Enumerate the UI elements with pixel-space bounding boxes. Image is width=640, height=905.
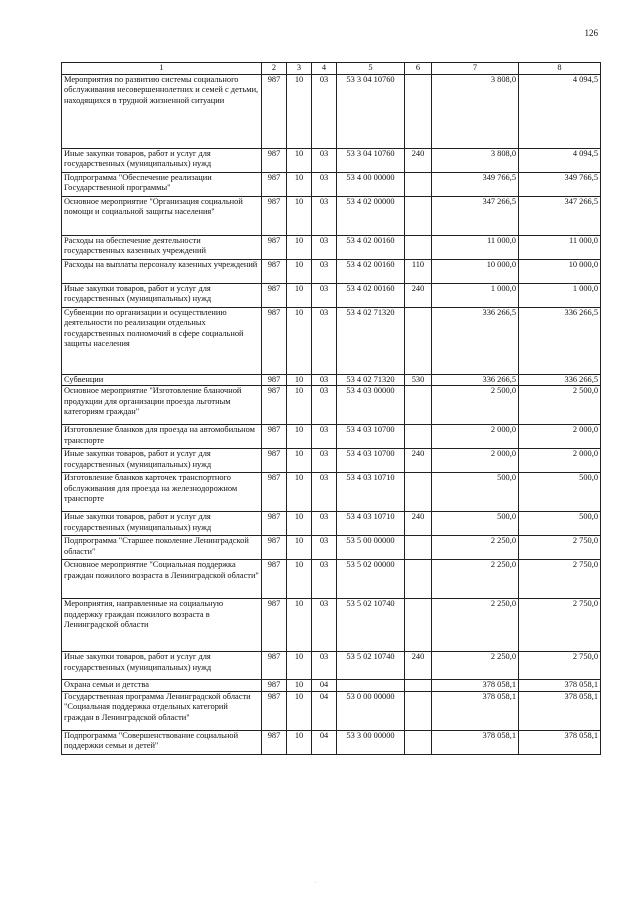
row-code-cell: 987 bbox=[262, 730, 287, 754]
row-section-cell: 10 bbox=[287, 148, 312, 172]
row-section-cell: 10 bbox=[287, 235, 312, 259]
row-section-cell: 10 bbox=[287, 680, 312, 692]
row-section-cell: 10 bbox=[287, 512, 312, 536]
row-subsection-cell: 03 bbox=[312, 235, 337, 259]
row-section-cell: 10 bbox=[287, 691, 312, 730]
budget-table bbox=[61, 62, 601, 755]
column-header: 3 bbox=[287, 63, 312, 75]
table-row bbox=[62, 730, 601, 754]
table-row bbox=[62, 512, 601, 536]
row-amount-1-cell: 500,0 bbox=[432, 512, 519, 536]
row-section-cell: 10 bbox=[287, 560, 312, 599]
row-name-cell: Иные закупки товаров, работ и услуг для государственных (муниципальных) нужд bbox=[62, 652, 262, 680]
row-name-cell: Основное мероприятие "Социальная поддержка граждан пожилого возраста в Ленинградской области" bbox=[62, 560, 262, 599]
row-section-cell: 10 bbox=[287, 473, 312, 512]
row-subsection-cell: 03 bbox=[312, 386, 337, 425]
row-amount-2-cell: 347 266,5 bbox=[519, 196, 601, 235]
row-target-article-cell: 53 3 04 10760 bbox=[337, 148, 405, 172]
row-name-cell: Иные закупки товаров, работ и услуг для государственных (муниципальных) нужд bbox=[62, 148, 262, 172]
row-code-cell: 987 bbox=[262, 473, 287, 512]
row-name-cell: Субвенции по организации и осуществлению деятельности по реализации отдельных государственных полномочий в сфере социальной защиты населения bbox=[62, 307, 262, 374]
row-amount-1-cell: 378 058,1 bbox=[432, 730, 519, 754]
row-code-cell: 987 bbox=[262, 259, 287, 283]
column-header: 5 bbox=[337, 63, 405, 75]
row-expense-type-cell bbox=[405, 386, 432, 425]
row-amount-2-cell: 2 500,0 bbox=[519, 386, 601, 425]
row-expense-type-cell bbox=[405, 560, 432, 599]
row-subsection-cell: 03 bbox=[312, 374, 337, 386]
row-section-cell: 10 bbox=[287, 307, 312, 374]
table-row bbox=[62, 196, 601, 235]
row-expense-type-cell: 240 bbox=[405, 449, 432, 473]
row-section-cell: 10 bbox=[287, 196, 312, 235]
table-row bbox=[62, 691, 601, 730]
table-row bbox=[62, 680, 601, 692]
row-section-cell: 10 bbox=[287, 386, 312, 425]
row-subsection-cell: 03 bbox=[312, 307, 337, 374]
row-subsection-cell: 03 bbox=[312, 652, 337, 680]
table-row bbox=[62, 599, 601, 652]
row-subsection-cell: 03 bbox=[312, 172, 337, 196]
row-amount-1-cell: 2 000,0 bbox=[432, 425, 519, 449]
row-target-article-cell: 53 4 03 10710 bbox=[337, 473, 405, 512]
column-header: 6 bbox=[405, 63, 432, 75]
row-subsection-cell: 04 bbox=[312, 730, 337, 754]
row-amount-2-cell: 1 000,0 bbox=[519, 283, 601, 307]
row-name-cell: Иные закупки товаров, работ и услуг для государственных (муниципальных) нужд bbox=[62, 449, 262, 473]
row-amount-2-cell: 378 058,1 bbox=[519, 680, 601, 692]
row-name-cell: Охрана семьи и детства bbox=[62, 680, 262, 692]
row-subsection-cell: 03 bbox=[312, 449, 337, 473]
table-row bbox=[62, 473, 601, 512]
row-section-cell: 10 bbox=[287, 536, 312, 560]
table-row bbox=[62, 283, 601, 307]
row-expense-type-cell bbox=[405, 172, 432, 196]
row-amount-2-cell: 2 000,0 bbox=[519, 449, 601, 473]
row-expense-type-cell bbox=[405, 307, 432, 374]
row-code-cell: 987 bbox=[262, 449, 287, 473]
table-row bbox=[62, 307, 601, 374]
row-amount-1-cell: 378 058,1 bbox=[432, 680, 519, 692]
row-subsection-cell: 03 bbox=[312, 283, 337, 307]
row-amount-1-cell: 2 250,0 bbox=[432, 652, 519, 680]
row-code-cell: 987 bbox=[262, 172, 287, 196]
row-code-cell: 987 bbox=[262, 512, 287, 536]
row-subsection-cell: 04 bbox=[312, 680, 337, 692]
row-name-cell: Основное мероприятие "Изготовление бланочной продукции для организации проезда льготным категориям граждан" bbox=[62, 386, 262, 425]
row-target-article-cell: 53 4 02 00000 bbox=[337, 196, 405, 235]
row-amount-1-cell: 3 808,0 bbox=[432, 148, 519, 172]
row-name-cell: Субвенции bbox=[62, 374, 262, 386]
row-expense-type-cell: 110 bbox=[405, 259, 432, 283]
row-name-cell: Основное мероприятие "Организация социальной помощи и социальной защиты населения" bbox=[62, 196, 262, 235]
row-expense-type-cell bbox=[405, 473, 432, 512]
row-section-cell: 10 bbox=[287, 425, 312, 449]
row-amount-1-cell: 500,0 bbox=[432, 473, 519, 512]
row-expense-type-cell: 240 bbox=[405, 512, 432, 536]
row-code-cell: 987 bbox=[262, 235, 287, 259]
row-expense-type-cell bbox=[405, 196, 432, 235]
row-expense-type-cell: 240 bbox=[405, 283, 432, 307]
row-amount-2-cell: 4 094,5 bbox=[519, 74, 601, 148]
row-target-article-cell: 53 4 00 00000 bbox=[337, 172, 405, 196]
row-amount-2-cell: 336 266,5 bbox=[519, 374, 601, 386]
page-number: 126 bbox=[584, 28, 598, 38]
row-target-article-cell bbox=[337, 680, 405, 692]
row-section-cell: 10 bbox=[287, 599, 312, 652]
row-target-article-cell: 53 4 02 00160 bbox=[337, 235, 405, 259]
row-amount-2-cell: 10 000,0 bbox=[519, 259, 601, 283]
row-amount-2-cell: 378 058,1 bbox=[519, 730, 601, 754]
row-target-article-cell: 53 4 03 10710 bbox=[337, 512, 405, 536]
table-row bbox=[62, 172, 601, 196]
row-name-cell: Расходы на обеспечение деятельности государственных казенных учреждений bbox=[62, 235, 262, 259]
row-subsection-cell: 03 bbox=[312, 599, 337, 652]
row-target-article-cell: 53 4 02 00160 bbox=[337, 259, 405, 283]
row-expense-type-cell bbox=[405, 691, 432, 730]
row-amount-2-cell: 2 750,0 bbox=[519, 652, 601, 680]
table-row bbox=[62, 536, 601, 560]
row-amount-2-cell: 336 266,5 bbox=[519, 307, 601, 374]
row-expense-type-cell bbox=[405, 730, 432, 754]
table-row bbox=[62, 259, 601, 283]
row-name-cell: Мероприятия по развитию системы социального обслуживания несовершеннолетних и семей с детьми, находящихся в трудной жизненной ситуации bbox=[62, 74, 262, 148]
column-header: 4 bbox=[312, 63, 337, 75]
row-target-article-cell: 53 4 03 00000 bbox=[337, 386, 405, 425]
table-row bbox=[62, 74, 601, 148]
row-amount-1-cell: 347 266,5 bbox=[432, 196, 519, 235]
row-section-cell: 10 bbox=[287, 172, 312, 196]
row-expense-type-cell bbox=[405, 235, 432, 259]
row-amount-1-cell: 10 000,0 bbox=[432, 259, 519, 283]
row-section-cell: 10 bbox=[287, 374, 312, 386]
row-code-cell: 987 bbox=[262, 599, 287, 652]
row-amount-1-cell: 2 500,0 bbox=[432, 386, 519, 425]
row-code-cell: 987 bbox=[262, 691, 287, 730]
row-amount-2-cell: 2 750,0 bbox=[519, 560, 601, 599]
row-amount-1-cell: 336 266,5 bbox=[432, 374, 519, 386]
column-header: 7 bbox=[432, 63, 519, 75]
row-target-article-cell: 53 4 02 71320 bbox=[337, 307, 405, 374]
row-amount-1-cell: 3 808,0 bbox=[432, 74, 519, 148]
row-amount-1-cell: 349 766,5 bbox=[432, 172, 519, 196]
table-row bbox=[62, 652, 601, 680]
scan-artifact: · bbox=[314, 880, 316, 886]
row-amount-1-cell: 1 000,0 bbox=[432, 283, 519, 307]
row-section-cell: 10 bbox=[287, 283, 312, 307]
row-name-cell: Иные закупки товаров, работ и услуг для государственных (муниципальных) нужд bbox=[62, 512, 262, 536]
row-code-cell: 987 bbox=[262, 148, 287, 172]
row-name-cell: Подпрограмма "Совершенствование социальной поддержки семьи и детей" bbox=[62, 730, 262, 754]
row-expense-type-cell bbox=[405, 425, 432, 449]
row-amount-2-cell: 2 750,0 bbox=[519, 599, 601, 652]
table-row bbox=[62, 560, 601, 599]
row-code-cell: 987 bbox=[262, 560, 287, 599]
table-row bbox=[62, 235, 601, 259]
row-target-article-cell: 53 3 04 10760 bbox=[337, 74, 405, 148]
row-code-cell: 987 bbox=[262, 74, 287, 148]
row-amount-2-cell: 378 058,1 bbox=[519, 691, 601, 730]
row-amount-2-cell: 4 094,5 bbox=[519, 148, 601, 172]
row-expense-type-cell: 240 bbox=[405, 148, 432, 172]
row-subsection-cell: 04 bbox=[312, 691, 337, 730]
row-target-article-cell: 53 5 02 10740 bbox=[337, 652, 405, 680]
row-code-cell: 987 bbox=[262, 386, 287, 425]
row-expense-type-cell bbox=[405, 536, 432, 560]
row-amount-1-cell: 2 250,0 bbox=[432, 536, 519, 560]
row-code-cell: 987 bbox=[262, 196, 287, 235]
row-subsection-cell: 03 bbox=[312, 512, 337, 536]
row-expense-type-cell: 240 bbox=[405, 652, 432, 680]
row-target-article-cell: 53 4 02 71320 bbox=[337, 374, 405, 386]
row-amount-1-cell: 378 058,1 bbox=[432, 691, 519, 730]
row-code-cell: 987 bbox=[262, 307, 287, 374]
row-target-article-cell: 53 4 03 10700 bbox=[337, 449, 405, 473]
row-code-cell: 987 bbox=[262, 283, 287, 307]
row-target-article-cell: 53 5 02 10740 bbox=[337, 599, 405, 652]
row-code-cell: 987 bbox=[262, 652, 287, 680]
row-name-cell: Подпрограмма "Старшее поколение Ленинградской области" bbox=[62, 536, 262, 560]
row-name-cell: Подпрограмма "Обеспечение реализации Государственной программы" bbox=[62, 172, 262, 196]
row-amount-2-cell: 2 000,0 bbox=[519, 425, 601, 449]
row-section-cell: 10 bbox=[287, 652, 312, 680]
row-expense-type-cell bbox=[405, 74, 432, 148]
table-row bbox=[62, 374, 601, 386]
row-section-cell: 10 bbox=[287, 449, 312, 473]
row-amount-2-cell: 500,0 bbox=[519, 473, 601, 512]
row-subsection-cell: 03 bbox=[312, 560, 337, 599]
row-name-cell: Изготовление бланков для проезда на автомобильном транспорте bbox=[62, 425, 262, 449]
row-subsection-cell: 03 bbox=[312, 536, 337, 560]
row-target-article-cell: 53 4 02 00160 bbox=[337, 283, 405, 307]
row-code-cell: 987 bbox=[262, 680, 287, 692]
row-amount-2-cell: 349 766,5 bbox=[519, 172, 601, 196]
row-target-article-cell: 53 5 00 00000 bbox=[337, 536, 405, 560]
row-amount-1-cell: 336 266,5 bbox=[432, 307, 519, 374]
row-name-cell: Изготовление бланков карточек транспортного обслуживания для проезда на железнодорожном транспорте bbox=[62, 473, 262, 512]
row-subsection-cell: 03 bbox=[312, 259, 337, 283]
row-code-cell: 987 bbox=[262, 425, 287, 449]
row-amount-2-cell: 2 750,0 bbox=[519, 536, 601, 560]
row-target-article-cell: 53 0 00 00000 bbox=[337, 691, 405, 730]
row-subsection-cell: 03 bbox=[312, 148, 337, 172]
row-subsection-cell: 03 bbox=[312, 196, 337, 235]
table-row bbox=[62, 148, 601, 172]
row-code-cell: 987 bbox=[262, 374, 287, 386]
row-amount-1-cell: 2 250,0 bbox=[432, 560, 519, 599]
row-target-article-cell: 53 4 03 10700 bbox=[337, 425, 405, 449]
row-expense-type-cell bbox=[405, 599, 432, 652]
row-section-cell: 10 bbox=[287, 74, 312, 148]
row-amount-1-cell: 2 000,0 bbox=[432, 449, 519, 473]
row-subsection-cell: 03 bbox=[312, 74, 337, 148]
row-name-cell: Государственная программа Ленинградской области "Социальная поддержка отдельных категорий граждан в Ленинградской области" bbox=[62, 691, 262, 730]
table-row bbox=[62, 386, 601, 425]
row-code-cell: 987 bbox=[262, 536, 287, 560]
row-name-cell: Иные закупки товаров, работ и услуг для государственных (муниципальных) нужд bbox=[62, 283, 262, 307]
row-amount-2-cell: 500,0 bbox=[519, 512, 601, 536]
column-header: 1 bbox=[62, 63, 262, 75]
row-amount-1-cell: 11 000,0 bbox=[432, 235, 519, 259]
row-expense-type-cell: 530 bbox=[405, 374, 432, 386]
row-target-article-cell: 53 3 00 00000 bbox=[337, 730, 405, 754]
row-name-cell: Расходы на выплаты персоналу казенных учреждений bbox=[62, 259, 262, 283]
row-name-cell: Мероприятия, направленные на социальную поддержку граждан пожилого возраста в Ленинградской области bbox=[62, 599, 262, 652]
row-amount-1-cell: 2 250,0 bbox=[432, 599, 519, 652]
row-subsection-cell: 03 bbox=[312, 473, 337, 512]
row-expense-type-cell bbox=[405, 680, 432, 692]
row-target-article-cell: 53 5 02 00000 bbox=[337, 560, 405, 599]
row-section-cell: 10 bbox=[287, 259, 312, 283]
row-section-cell: 10 bbox=[287, 730, 312, 754]
table-header-row bbox=[62, 63, 601, 75]
row-amount-2-cell: 11 000,0 bbox=[519, 235, 601, 259]
column-header: 8 bbox=[519, 63, 601, 75]
table-row bbox=[62, 425, 601, 449]
column-header: 2 bbox=[262, 63, 287, 75]
table-row bbox=[62, 449, 601, 473]
row-subsection-cell: 03 bbox=[312, 425, 337, 449]
